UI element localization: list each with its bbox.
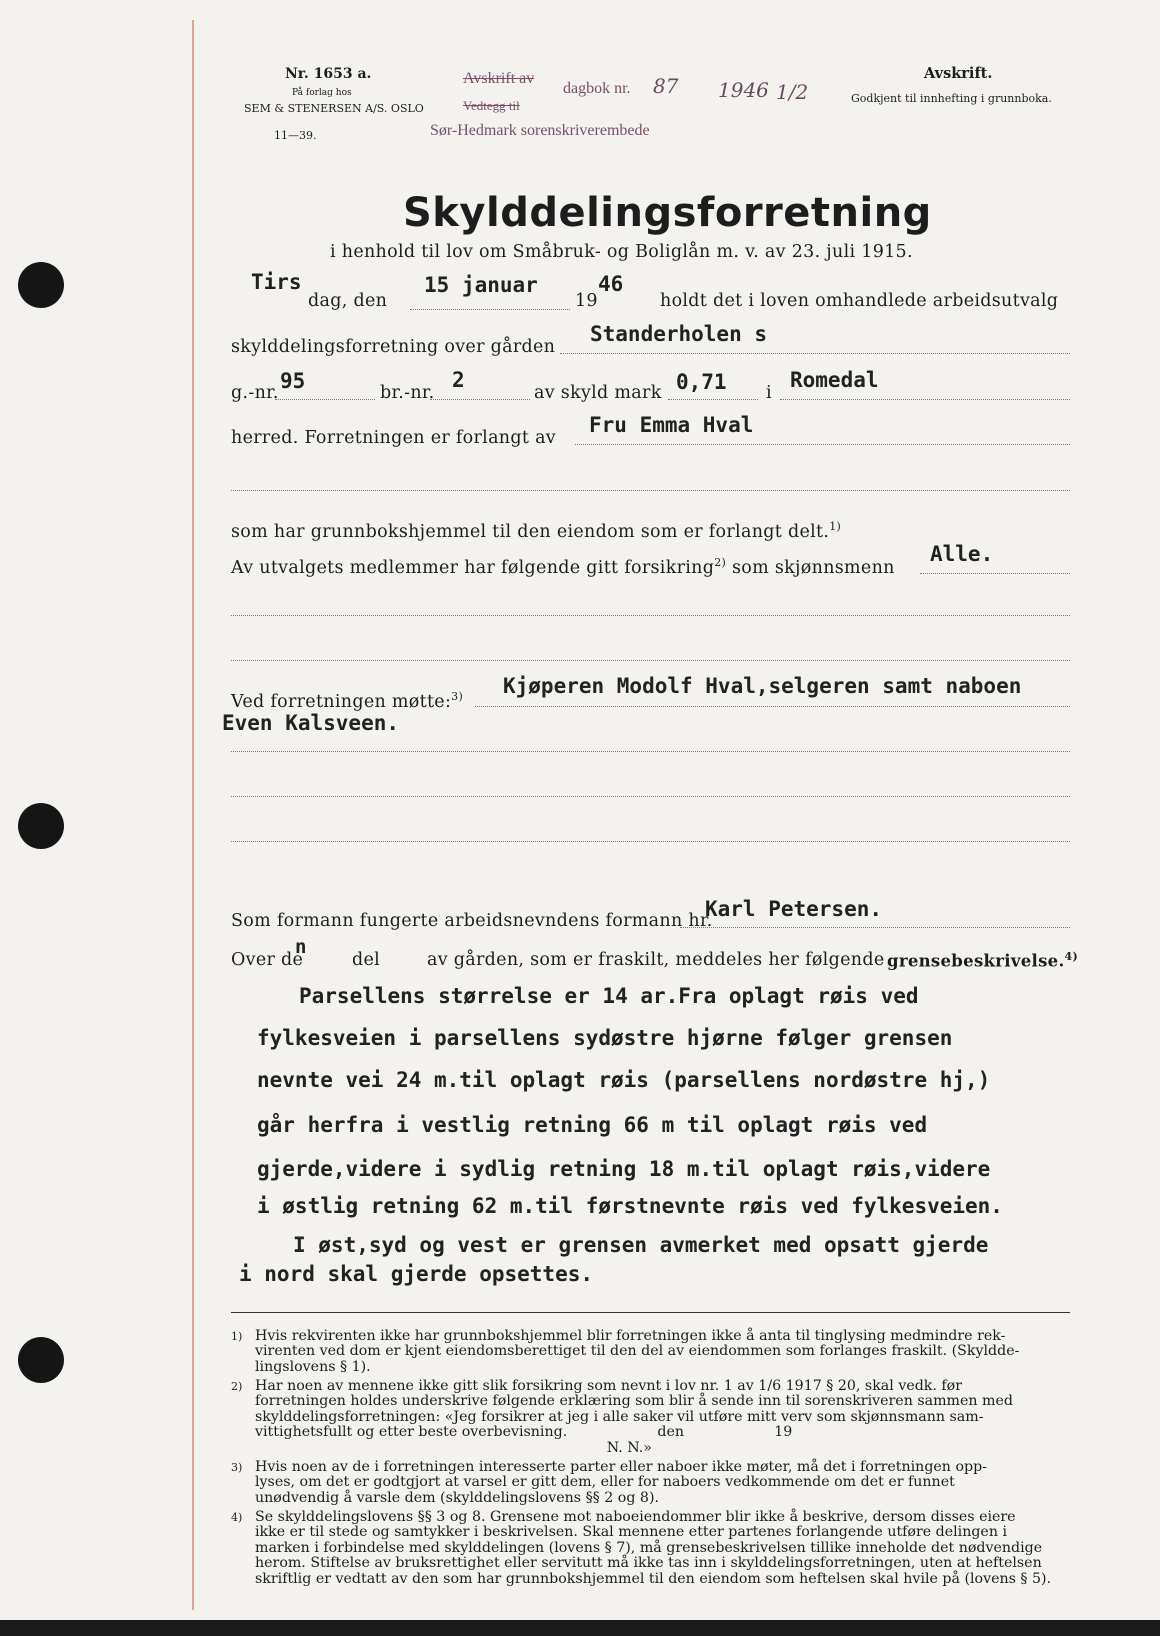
label-gnr: g.-nr.: [231, 383, 279, 403]
stamp-avskrift-av: Avskrift av: [463, 70, 535, 87]
typed-municipality: Romedal: [790, 368, 879, 392]
document-subtitle: i henhold til lov om Småbruk- og Boliglån m. v. av 23. juli 1915.: [330, 242, 913, 262]
typed-date: 15 januar: [424, 273, 538, 297]
label-skyld-over-garden: skylddelingsforretning over gården: [231, 337, 556, 357]
label-grunnbok: som har grunnbokshjemmel til den eiendom som er forlangt delt.$^{1)}$: [231, 520, 842, 542]
label-mott: Ved forretningen møtte:$^{3)}$: [231, 690, 464, 712]
typed-gnr: 95: [280, 369, 306, 393]
approval-note: Godkjent til innhefting i grunnboka.: [851, 92, 1052, 105]
typed-forsikring: Alle.: [930, 542, 994, 566]
description-line: gjerde,videre i sydlig retning 18 m.til oplagt røis,videre: [257, 1157, 991, 1181]
publisher: SEM & STENERSEN A/S. OSLO: [244, 102, 424, 115]
footnote-4: Se skylddelingslovens §§ 3 og 8. Grensene mot naboeiendommer blir ikke å beskrive, dersom disses eiere ikke er til stede og samtykker i beskrivelsen. Skal mennene etter partenes forlangende utføre delingen i marken i forbindelse med skylddelingen (lovens § 7), må grensebeskrivelsen tillike inneholde det nødvendige herom. Stiftelse av bruksrettighet eller servitutt må ikke tas inn i skylddelingsforretningen, uten at heftelsen skriftlig er vedtatt av den som har grunnbokshjemmel til den eiendom som heftelsen skal hvile på (lovens § 5).: [255, 1509, 1052, 1587]
footnote-3: Hvis noen av de i forretningen interesserte parter eller naboer ikke møter, må det i forretningen opp- lyses, om det er godtgjort at varsel er gitt dem, eller for naboers vedkommende om det er funnet unødvendig å varsle dem (skylddelingslovens §§ 2 og 8).: [255, 1459, 987, 1506]
footnote-1: Hvis rekvirenten ikke har grunnbokshjemmel blir forretningen ikke å anta til tinglysing medmindre rek- virenten ved dom er kjent eiendomsberettiget til den del av eiendommen som forlanges fraskilt. (Skyldde- lingslovens § 1).: [255, 1328, 1020, 1375]
label-dag-den: dag, den: [308, 291, 388, 311]
stamp-court: Sør-Hedmark sorenskriverembede: [430, 122, 650, 139]
punch-hole: [18, 262, 64, 308]
description-line: går herfra i vestlig retning 66 m til oplagt røis ved: [257, 1113, 928, 1137]
margin-rule: [192, 20, 194, 1610]
description-line: i nord skal gjerde opsettes.: [239, 1262, 594, 1286]
footnote-separator: [231, 1312, 1070, 1313]
publisher-prefix: På forlag hos: [292, 88, 352, 98]
typed-over-suffix: n: [295, 936, 307, 958]
label-i: i: [766, 383, 772, 403]
label-over-de: Over de: [231, 950, 304, 970]
label-del: del: [352, 950, 381, 970]
typed-bnr: 2: [452, 368, 465, 392]
typed-attendees-1: Kjøperen Modolf Hval,selgeren samt naboen: [503, 674, 1022, 698]
handwritten-dagbok-nr: 87: [653, 74, 679, 98]
label-grensebeskrivelse: grensebeskrivelse.$^{4)}$: [887, 950, 1078, 971]
stamp-vedtegg: Vedtegg til: [463, 98, 520, 113]
typed-skyld: 0,71: [676, 370, 727, 394]
print-date-code: 11—39.: [274, 129, 317, 142]
typed-formann: Karl Petersen.: [705, 897, 883, 921]
form-number: Nr. 1653 a.: [285, 66, 372, 82]
label-herred: herred. Forretningen er forlangt av: [231, 428, 556, 448]
description-line: I øst,syd og vest er grensen avmerket med opsatt gjerde: [293, 1233, 989, 1257]
footnote-2: Har noen av mennene ikke gitt slik forsikring som nevnt i lov nr. 1 av 1/6 1917 § 20, skal vedk. før forretningen holdes underskrive følgende erklæring som blir å sende inn til sorenskriveren sammen med skylddelingsforretningen: «Jeg forsikrer at jeg i alle saker vil utføre mitt verv som skjønnsmann sam- vittighetsfullt og etter beste overbevisning. den 19 N. N.»: [255, 1378, 1013, 1456]
typed-farm: Standerholen s: [590, 322, 768, 346]
footnote-number: 2): [231, 1380, 243, 1393]
avskrift-label: Avskrift.: [924, 65, 993, 82]
label-skyld-mark: av skyld mark: [534, 383, 662, 403]
stamp-dagbok-label: dagbok nr.: [563, 80, 631, 97]
scan-border: [0, 1620, 1160, 1636]
footnote-number: 4): [231, 1511, 243, 1524]
handwritten-year: 1946: [718, 78, 769, 102]
label-formann: Som formann fungerte arbeidsnevndens formann hr.: [231, 911, 713, 931]
description-line: Parsellens størrelse er 14 ar.Fra oplagt røis ved: [299, 984, 919, 1008]
punch-hole: [18, 803, 64, 849]
label-utvalg: Av utvalgets medlemmer har følgende gitt forsikring$^{2)}$ som skjønnsmenn: [231, 556, 895, 578]
label-bnr: br.-nr.: [380, 383, 435, 403]
punch-hole: [18, 1337, 64, 1383]
footnote-number: 1): [231, 1330, 243, 1343]
typed-year: 46: [598, 272, 624, 296]
year-prefix: 19: [575, 291, 598, 311]
label-holdt: holdt det i loven omhandlede arbeidsutvalg: [660, 291, 1059, 311]
handwritten-date: 1/2: [776, 80, 809, 104]
typed-weekday: Tirs: [251, 270, 302, 294]
description-line: fylkesveien i parsellens sydøstre hjørne følger grensen: [257, 1026, 953, 1050]
description-line: i østlig retning 62 m.til førstnevnte røis ved fylkesveien.: [257, 1194, 1003, 1218]
footnote-number: 3): [231, 1461, 243, 1474]
typed-attendees-2: Even Kalsveen.: [222, 711, 400, 735]
document-title: Skylddelingsforretning: [403, 190, 932, 236]
label-over-text: av gården, som er fraskilt, meddeles her følgende: [427, 950, 885, 970]
typed-requester: Fru Emma Hval: [589, 413, 754, 437]
description-line: nevnte vei 24 m.til oplagt røis (parsellens nordøstre hj,): [257, 1068, 991, 1092]
